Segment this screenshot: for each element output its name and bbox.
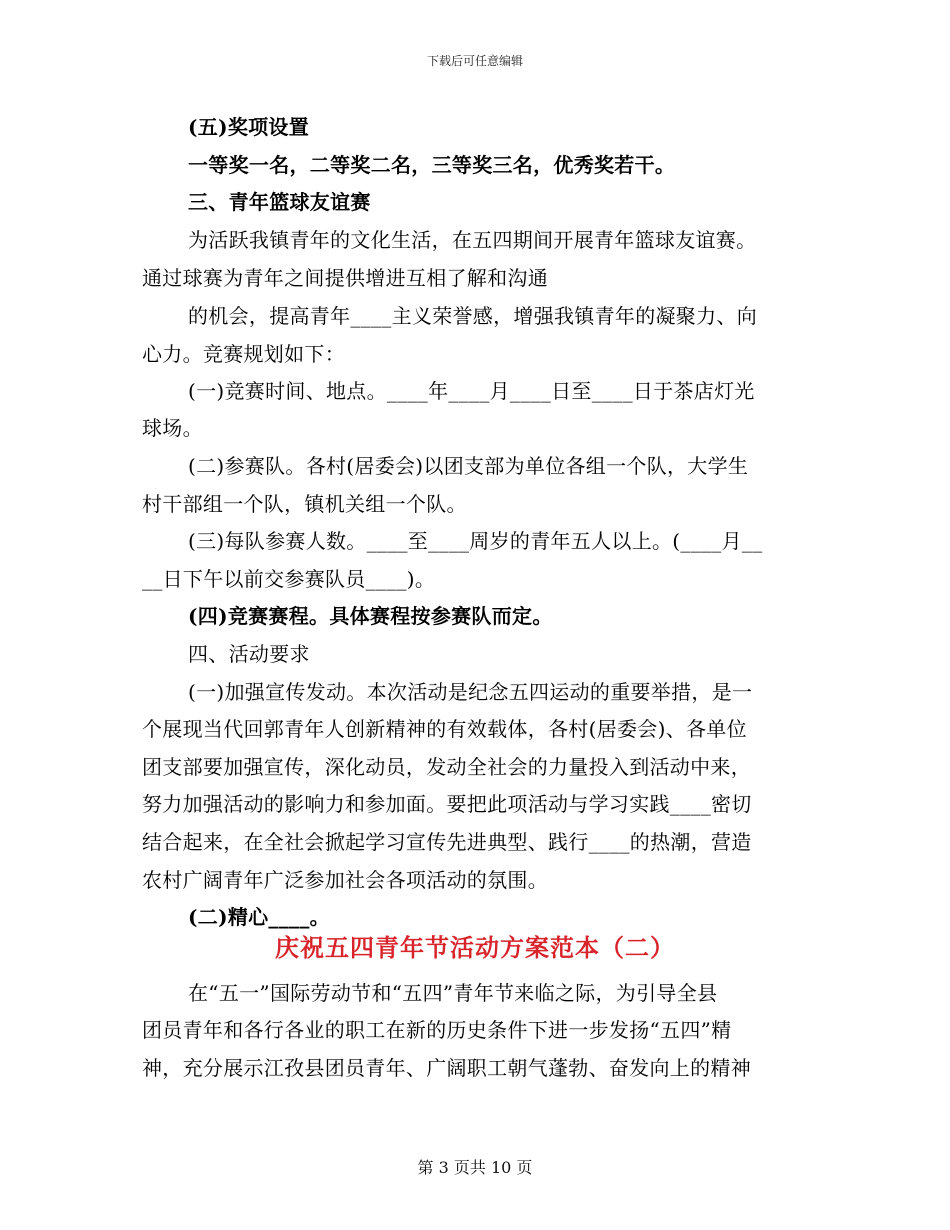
paragraph-line: 结合起来，在全社会掀起学习宣传先进典型、践行____的热潮，营造 — [142, 830, 752, 854]
heading-careful: (二)精心____。 — [188, 905, 330, 929]
paragraph-line: 努力加强活动的影响力和参加面。要把此项活动与学习实践____密切 — [142, 792, 752, 816]
paragraph-line: 团支部要加强宣传，深化动员，发动全社会的力量投入到活动中来， — [142, 755, 751, 779]
paragraph-line: 神，充分展示江孜县团员青年、广阔职工朝气蓬勃、奋发向上的精神 — [142, 1056, 751, 1080]
heading-basketball: 三、青年篮球友谊赛 — [188, 190, 371, 214]
paragraph-line: __日下午以前交参赛队员____)。 — [142, 567, 436, 591]
heading-award-settings: (五)奖项设置 — [188, 115, 310, 139]
paragraph-line: 在“五一”国际劳动节和“五四”青年节来临之际，为引导全县 — [188, 981, 718, 1005]
award-list: 一等奖一名，二等奖二名，三等奖三名，优秀奖若干。 — [188, 153, 676, 177]
paragraph-line: (二)参赛队。各村(居委会)以团支部为单位各组一个队，大学生 — [188, 454, 749, 478]
paragraph-line: (三)每队参赛人数。____至____周岁的青年五人以上。(____月__ — [188, 529, 763, 553]
section-title: 庆祝五四青年节活动方案范本（二） — [275, 933, 675, 962]
paragraph-line: 为活跃我镇青年的文化生活，在五四期间开展青年篮球友谊赛。 — [188, 228, 757, 252]
paragraph-line: 团员青年和各行各业的职工在新的历史条件下进一步发扬“五四”精 — [142, 1018, 732, 1042]
paragraph-line: 村干部组一个队，镇机关组一个队。 — [142, 492, 467, 516]
paragraph-line: 个展现当代回郭青年人创新精神的有效载体，各村(居委会)、各单位 — [142, 717, 747, 741]
paragraph-line: (一)加强宣传发动。本次活动是纪念五四运动的重要举措，是一 — [188, 680, 753, 704]
heading-schedule: (四)竞赛赛程。具体赛程按参赛队而定。 — [188, 604, 553, 628]
paragraph-line: 心力。竞赛规划如下： — [142, 342, 345, 366]
paragraph-line: (一)竞赛时间、地点。____年____月____日至____日于茶店灯光 — [188, 379, 755, 403]
heading-requirements: 四、活动要求 — [188, 642, 310, 666]
paragraph-line: 农村广阔青年广泛参加社会各项活动的氛围。 — [142, 868, 548, 892]
page-header-note: 下载后可任意编辑 — [426, 54, 523, 68]
paragraph-line: 的机会，提高青年____主义荣誉感，增强我镇青年的凝聚力、向 — [188, 304, 757, 328]
paragraph-line: 球场。 — [142, 416, 203, 440]
page-number: 第 3 页共 10 页 — [417, 1158, 533, 1177]
paragraph-line: 通过球赛为青年之间提供增进互相了解和沟通 — [142, 266, 548, 290]
